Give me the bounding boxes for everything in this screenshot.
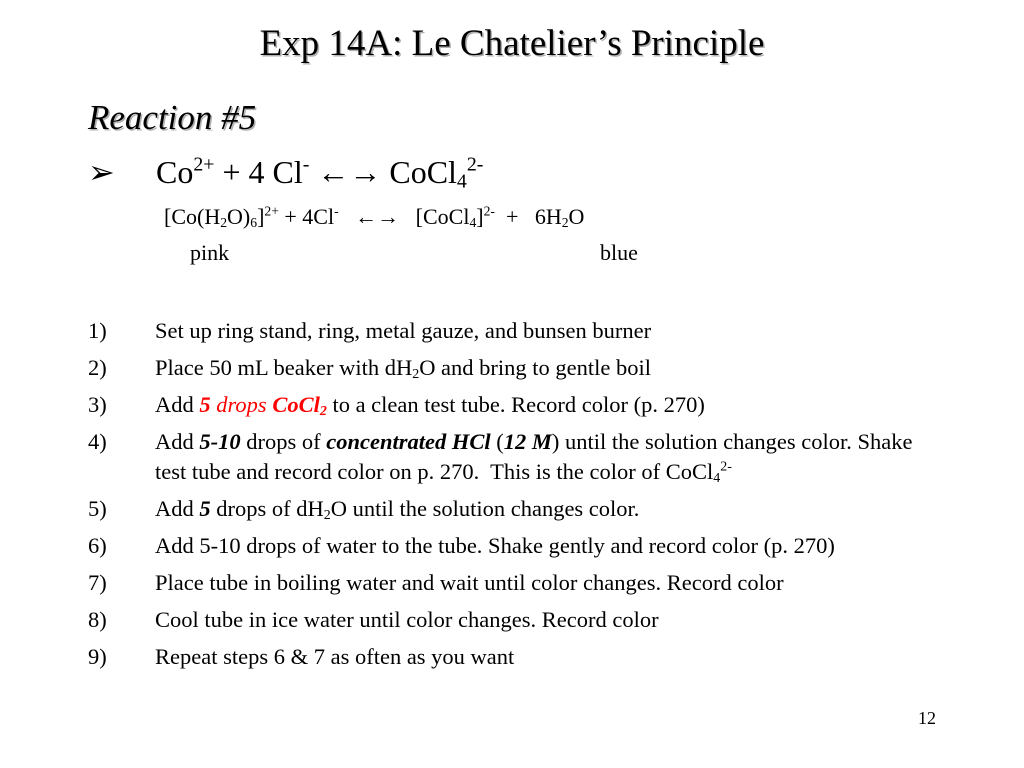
step-number: 5) <box>88 496 107 521</box>
step-number: 8) <box>88 607 107 632</box>
step-number: 9) <box>88 644 107 669</box>
text-part: Place 50 mL beaker with dH <box>155 355 413 380</box>
chloride-term: + 4 Cl <box>214 154 303 190</box>
step-text: Set up ring stand, ring, metal gauze, and bunsen burner <box>155 318 652 343</box>
eq-part: O <box>568 204 585 229</box>
subscript: 2 <box>323 508 331 524</box>
eq-part: [CoCl <box>415 204 470 229</box>
pink-label: pink <box>190 240 230 265</box>
list-item <box>88 605 938 635</box>
step-text: Add 5-10 drops of water to the tube. Shake gently and record color (p. 270) <box>155 533 835 558</box>
bullet-arrow-icon: ➢ <box>88 154 115 190</box>
step-number: 7) <box>88 570 107 595</box>
subscript: 2 <box>319 404 327 420</box>
subscript: 2 <box>412 367 420 383</box>
eq-subscript: 2 <box>220 215 228 230</box>
text-part: O until the solution changes color. <box>330 496 640 521</box>
equation-text <box>156 150 483 194</box>
step-text: Repeat steps 6 & 7 as often as you want <box>155 644 515 669</box>
list-item <box>88 427 938 487</box>
step-number: 6) <box>88 533 107 558</box>
reagent-name: CoCl <box>272 392 320 417</box>
superscript: 2- <box>720 459 732 475</box>
reagent-name: concentrated HCl <box>326 429 491 454</box>
eq-subscript: 4 <box>469 215 477 230</box>
eq-subscript: 2 <box>561 215 569 230</box>
eq-part: ] <box>476 204 484 229</box>
eq-superscript: 2- <box>483 203 495 219</box>
list-item <box>88 353 938 383</box>
procedure-list <box>88 316 938 679</box>
text-part: O and bring to gentle boil <box>419 355 652 380</box>
eq-part: O) <box>227 204 251 229</box>
equilibrium-arrow: ←→ <box>309 154 390 190</box>
text-part: ) until the solution changes color. Shake test tube and record color on p. 270. This is the color of CoCl <box>155 429 919 484</box>
slide-title: Exp 14A: Le Chatelier’s Principle <box>259 23 765 64</box>
step-number: 3) <box>88 392 107 417</box>
text-part: ( <box>490 429 504 454</box>
eq-subscript: 6 <box>250 215 258 230</box>
step-text <box>155 494 938 524</box>
eq-part: ] <box>257 204 265 229</box>
complex-equation <box>164 204 584 230</box>
step-number: 4) <box>88 429 107 454</box>
text-part: drops of <box>240 429 327 454</box>
subscript: 4 <box>713 471 721 487</box>
step-text <box>155 390 938 420</box>
step-text: Place tube in boiling water and wait until color changes. Record color <box>155 570 784 595</box>
eq-part: [Co(H <box>164 204 221 229</box>
drop-count: 5 <box>199 392 211 417</box>
page-number: 12 <box>918 708 936 728</box>
product-charge: 2- <box>466 153 484 176</box>
step-number: 2) <box>88 355 107 380</box>
drops-word: drops <box>216 392 267 417</box>
step-text <box>155 353 938 383</box>
text-part: Add <box>155 392 200 417</box>
drop-range: 5-10 <box>199 429 241 454</box>
eq-superscript: 2+ <box>264 203 279 219</box>
chloride-charge: - <box>302 153 310 176</box>
list-item <box>88 390 938 420</box>
cobalt-charge: 2+ <box>193 153 215 176</box>
eq-superscript: - <box>334 203 339 219</box>
step-text: Cool tube in ice water until color changes. Record color <box>155 607 659 632</box>
concentration: 12 M <box>503 429 552 454</box>
list-item <box>88 568 938 598</box>
text-part: to a clean test tube. Record color (p. 270) <box>326 392 705 417</box>
reaction-heading: Reaction #5 <box>88 98 257 137</box>
list-item <box>88 642 938 672</box>
text-part: Add <box>155 496 200 521</box>
blue-label: blue <box>600 240 638 265</box>
list-item <box>88 316 938 346</box>
list-item <box>88 494 938 524</box>
step-text <box>155 427 938 487</box>
eq-part: + 6H <box>494 204 562 229</box>
product-subscript: 4 <box>456 170 467 193</box>
text-part: drops of dH <box>210 496 324 521</box>
product-formula: CoCl <box>389 154 457 190</box>
drop-count: 5 <box>199 496 211 521</box>
eq-part: + 4Cl <box>278 204 335 229</box>
cobalt-ion: Co <box>156 154 194 190</box>
step-number: 1) <box>88 318 107 343</box>
list-item <box>88 531 938 561</box>
text-part: Add <box>155 429 200 454</box>
equilibrium-arrow: ←→ <box>338 204 416 229</box>
